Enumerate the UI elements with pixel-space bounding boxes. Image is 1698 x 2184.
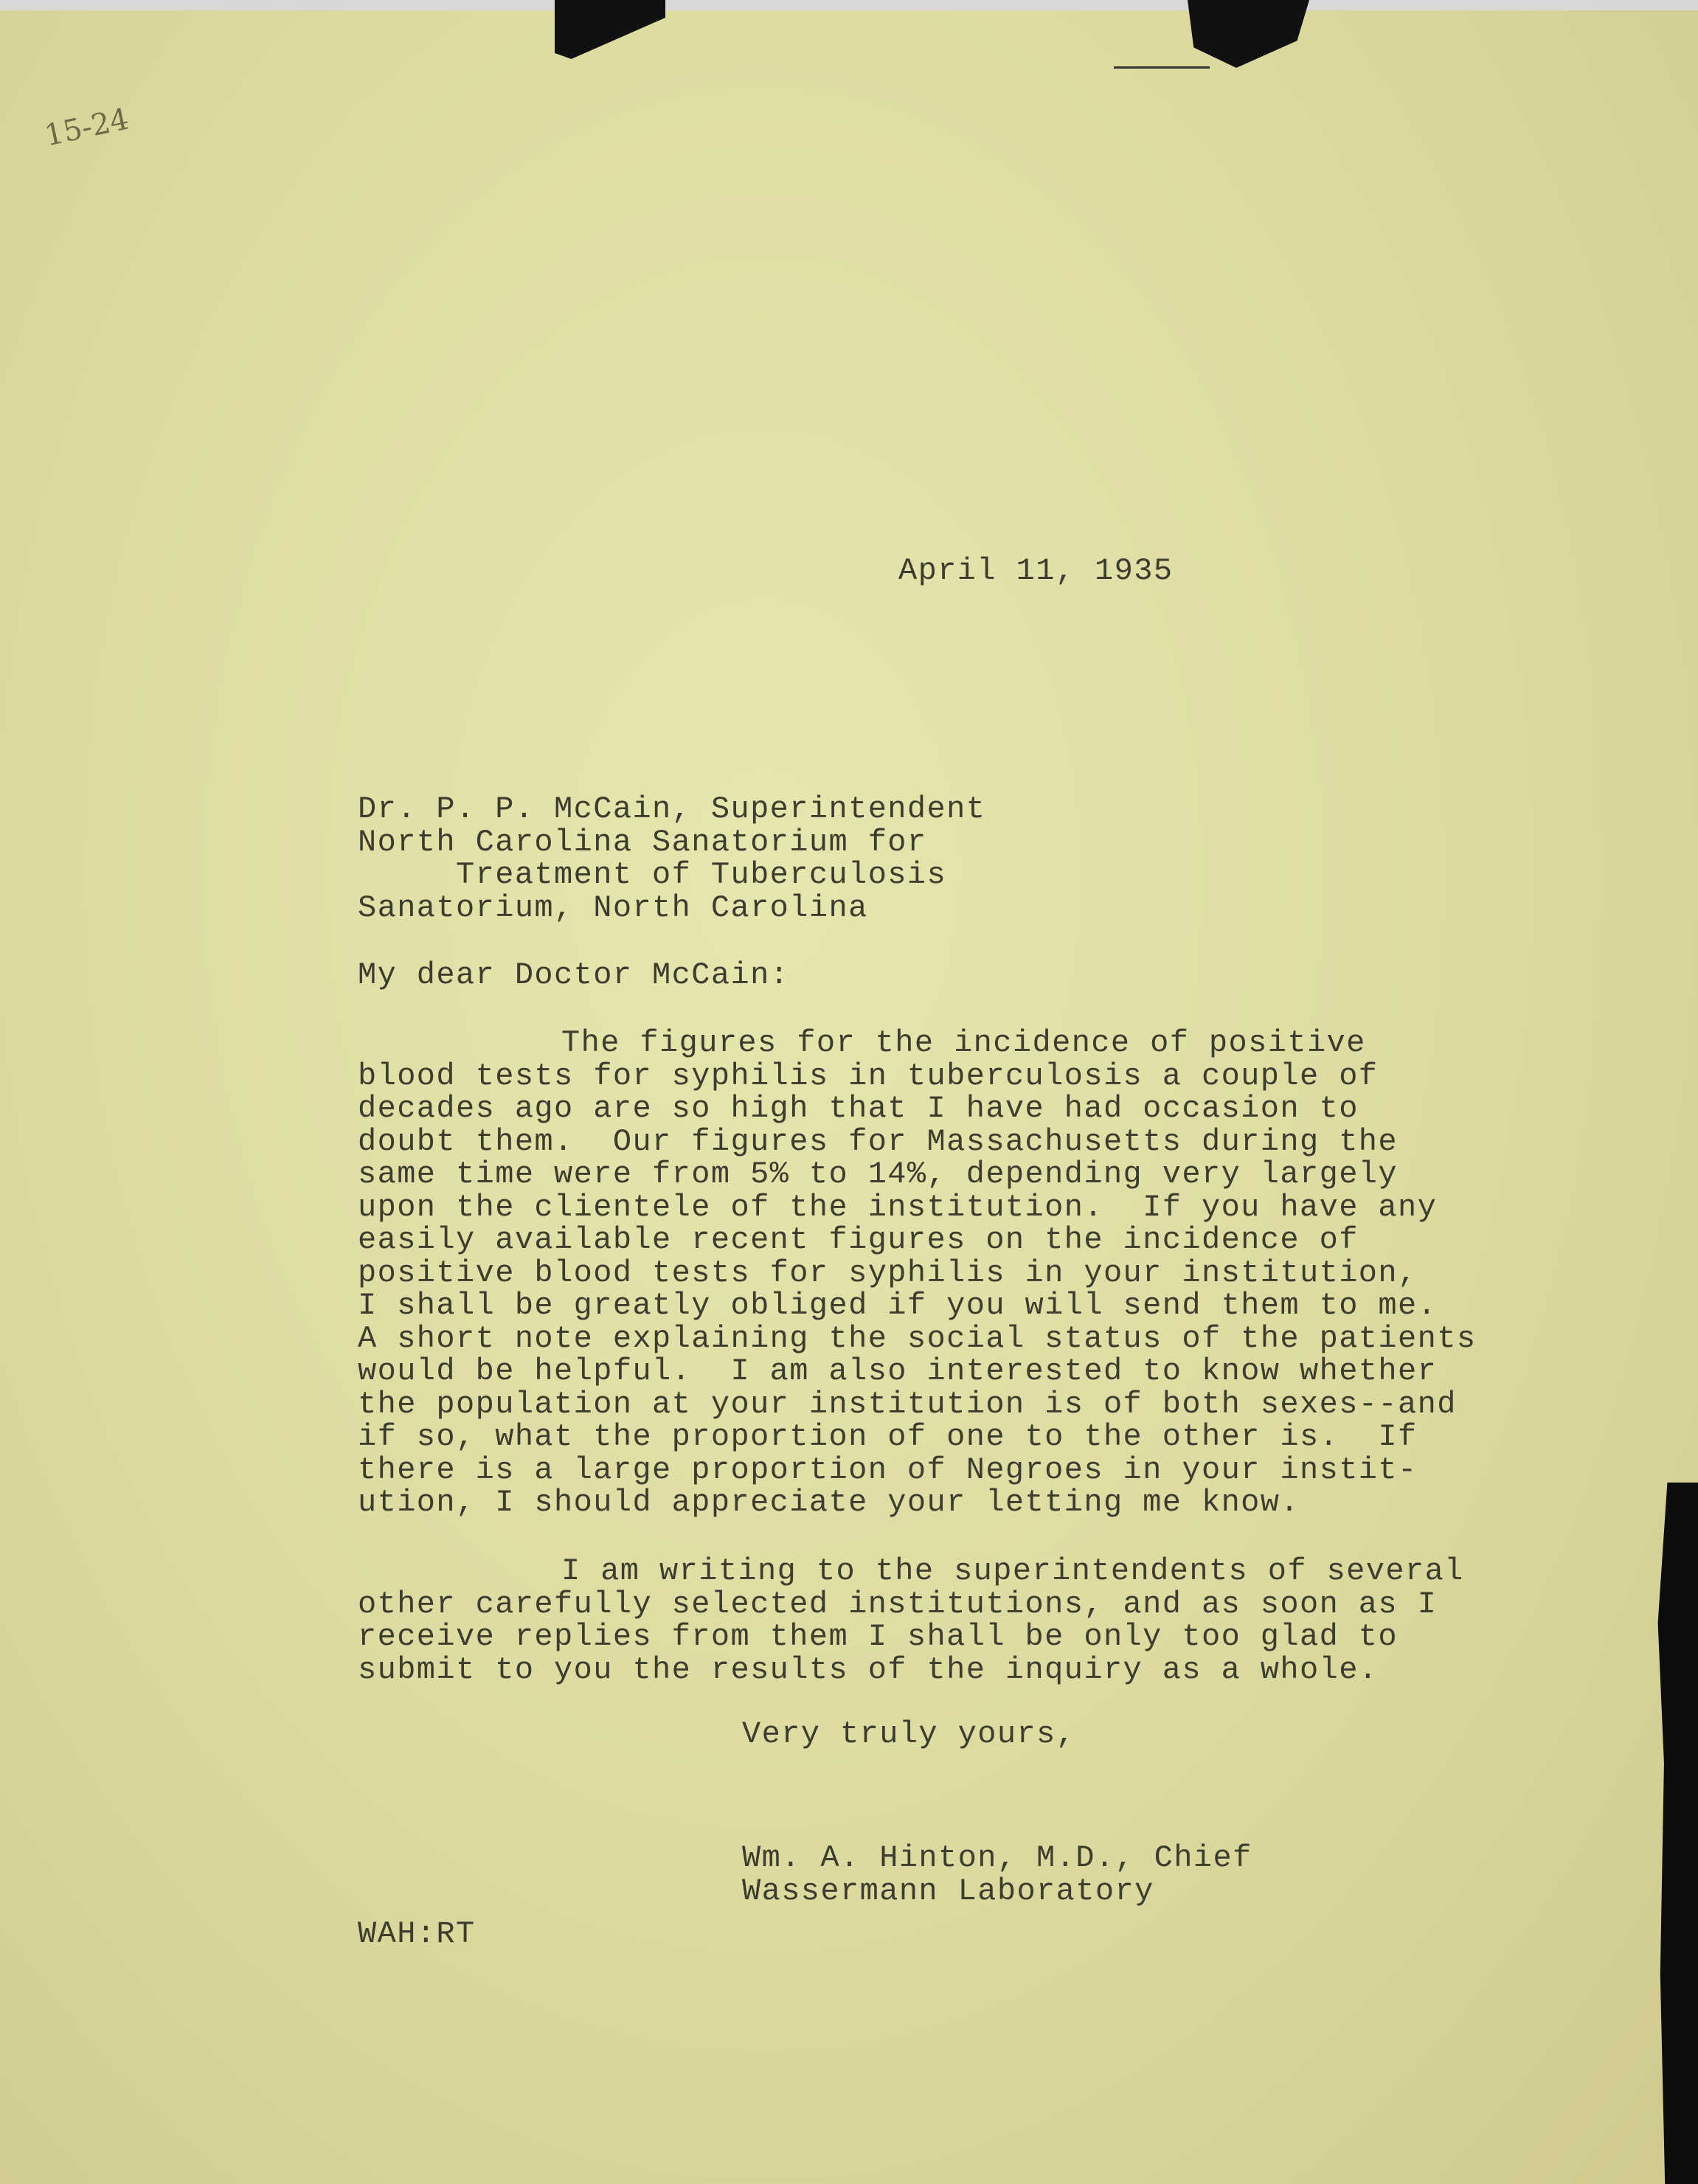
- address-line: Dr. P. P. McCain, Superintendent: [358, 791, 986, 827]
- address-line: North Carolina Sanatorium for: [358, 824, 927, 860]
- salutation: My dear Doctor McCain:: [358, 957, 790, 993]
- body-line: blood tests for syphilis in tuberculosis a couple of: [358, 1058, 1379, 1094]
- body-line: receive replies from them I shall be only too glad to: [358, 1619, 1399, 1654]
- body-line: there is a large proportion of Negroes in your instit-: [358, 1452, 1418, 1488]
- body-line: decades ago are so high that I have had occasion to: [358, 1091, 1359, 1126]
- body-line: the population at your institution is of both sexes--and: [358, 1386, 1457, 1422]
- handwritten-note: 15-24: [41, 102, 132, 153]
- binder-tab-right: [1188, 0, 1309, 68]
- body-line: I shall be greatly obliged if you will send them to me.: [358, 1288, 1438, 1323]
- address-line: Treatment of Tuberculosis: [358, 857, 947, 892]
- body-line: ution, I should appreciate your letting me know.: [358, 1485, 1300, 1520]
- body-line: same time were from 5% to 14%, depending very largely: [358, 1157, 1399, 1192]
- signature-title: Wassermann Laboratory: [742, 1873, 1154, 1909]
- body-line: A short note explaining the social status of the patients: [358, 1320, 1477, 1356]
- address-line: Sanatorium, North Carolina: [358, 890, 868, 926]
- body-line: I am writing to the superintendents of several: [561, 1553, 1464, 1589]
- scan-top-border: [0, 0, 1698, 10]
- body-line: upon the clientele of the institution. If you have any: [358, 1189, 1438, 1225]
- body-line: The figures for the incidence of positive: [561, 1025, 1366, 1061]
- body-line: positive blood tests for syphilis in your institution,: [358, 1255, 1418, 1291]
- scan-right-edge: [1651, 1483, 1698, 2184]
- binder-tab-left: [555, 0, 665, 59]
- typist-initials: WAH:RT: [358, 1916, 476, 1952]
- body-line: doubt them. Our figures for Massachusetts during the: [358, 1123, 1399, 1159]
- body-line: submit to you the results of the inquiry as a whole.: [358, 1651, 1379, 1688]
- pencil-mark: [1114, 66, 1210, 69]
- body-line: other carefully selected institutions, and as soon as I: [358, 1586, 1438, 1622]
- letter-date: April 11, 1935: [898, 553, 1174, 589]
- body-paragraph-2: [358, 1555, 1464, 1686]
- body-paragraph-1: [358, 1027, 1476, 1519]
- body-line: easily available recent figures on the incidence of: [358, 1222, 1359, 1258]
- body-line: if so, what the proportion of one to the other is. If: [358, 1419, 1418, 1455]
- body-line: would be helpful. I am also interested to know whether: [358, 1353, 1438, 1389]
- signature-name: Wm. A. Hinton, M.D., Chief: [742, 1840, 1252, 1876]
- recipient-address: [358, 793, 985, 924]
- closing: Very truly yours,: [742, 1716, 1076, 1752]
- signature-block: [742, 1842, 1252, 1907]
